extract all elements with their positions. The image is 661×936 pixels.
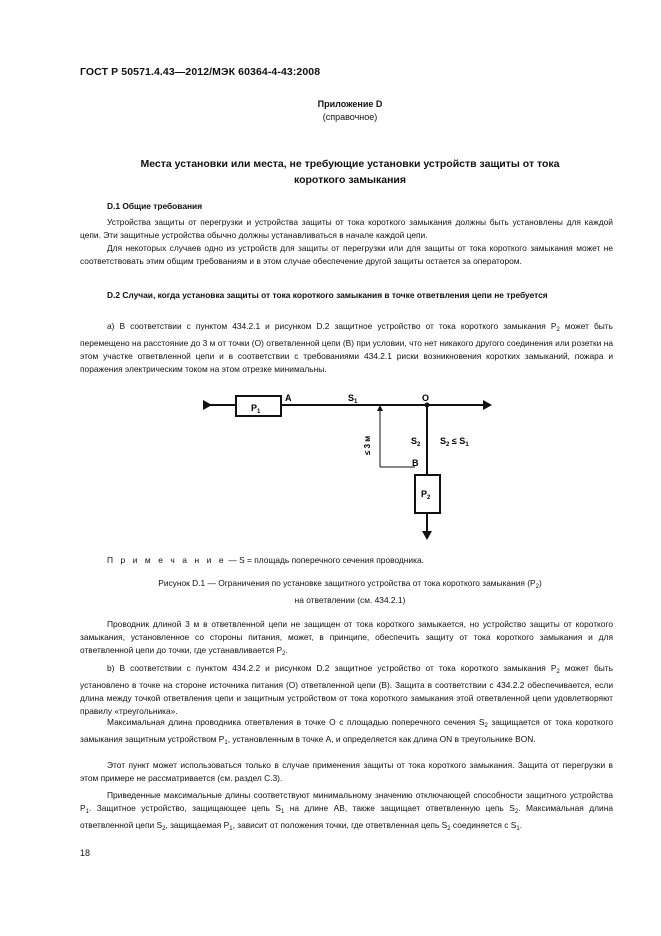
d1-paragraph-2: Для некоторых случаев одно из устройств для защиты от перегрузки или для защиты от тока короткого замыкания может не соответствовать этим общим требованиям и в этом случае обеспечение другой защиты остается за оператором. — [80, 243, 613, 266]
body-paragraph-1: Проводник длиной 3 м в ответвленной цепи не защищен от тока короткого замыкается, но устройство защиты от короткого замыкания, установленное со стороны питания, может, в принципе, обеспечить защиту от тока короткого замыкания и для ответвленной цепи до точки, где устанавливается $P_2$. — [80, 619, 613, 657]
annex-subtitle: (справочное) — [322, 112, 378, 122]
d2-heading: D.2 Случаи, когда установка защиты от тока короткого замыкания в точке ответвления цепи не требуется — [107, 290, 548, 300]
point-a-label: A — [285, 393, 292, 403]
figure-caption-line2: на ответвлении (см. 434.2.1) — [294, 595, 406, 605]
body-paragraph-4: Этот пункт может использоваться только в случае применения защиты от тока короткого замыкания. Защита от перегрузки в этом примере не рассматривается (см. раздел С.3). — [80, 760, 613, 783]
d1-paragraph-1: Устройства защиты от перегрузки и устройства защиты от тока короткого замыкания должны быть установлены для каждой цепи. Эти защитные устройства обычно должны устанавливаться в начале каждой цепи. — [80, 217, 613, 240]
point-o-label: O — [422, 393, 430, 403]
output-arrow-icon — [483, 400, 492, 410]
section-title-line2: короткого замыкания — [293, 174, 406, 186]
annex-title: Приложение D — [317, 99, 383, 109]
s2-label: $S_2$ — [411, 436, 421, 448]
standard-header: ГОСТ Р 50571.4.43—2012/МЭК 60364-4-43:2008 — [80, 66, 321, 78]
branch-arrow-icon — [422, 531, 432, 540]
condition-label: $S_2 \le S_1$ — [440, 436, 469, 448]
page-number: 18 — [80, 848, 91, 858]
device-p2-box — [415, 475, 440, 513]
point-b-label: B — [412, 458, 419, 468]
figure-note: П р и м е ч а н и е — S = площадь поперечного сечения проводника. — [107, 555, 424, 565]
d2-paragraph-a: а) В соответствии с пунктом 434.2.1 и рисунком D.2 защитное устройство от тока короткого замыкания $P_2$ может быть перемещено на расстояние до 3 м от точки (О) ответвленной цепи (В) при условии, что нет никакого другого соединения или розетки на этом участке ответвленной цепи и в соответствии с требованиями 434.2.1 риски возникновения коротких замыканий, пожара и поражения электрическим током на этом отрезке минимальны. — [80, 321, 614, 374]
p1-label: $P_1$ — [251, 403, 261, 415]
section-title-line1: Места установки или места, не требующие установки устройств защиты от тока — [140, 158, 560, 170]
body-paragraph-3: Максимальная длина проводника ответвления в точке О с площадью поперечного сечения $S_2$ защищается от тока короткого замыкания защитным устройством $P_1$, установленным в точке А, и определяется как длина ON в треугольнике BON. — [80, 717, 613, 746]
body-paragraph-5: Приведенные максимальные длины соответствуют минимальному значению отключающей способности защитного устройства $P_1$. Защитное устройство, защищающее цепь $S_1$ на длине АВ, также защищает ответвленную цепь $S_2$. Максимальная длина ответвленной цепи $S_2$, защищаемая $P_1$, зависит от положения точки, где ответвленная цепь $S_2$ соединяется с $S_1$. — [80, 790, 613, 832]
junction-dot — [425, 403, 430, 408]
distance-label: ≤ 3 м — [363, 435, 372, 455]
body-paragraph-2: b) В соответствии с пунктом 434.2.2 и рисунком D.2 защитное устройство от тока короткого замыкания $P_2$ может быть установлено в точке на стороне источника питания (О) ответвленной цепи (В). Защита в соответствии с 434.2.2 обеспечивается, если длина между точкой ответвления цепи и защитным устройством от тока короткого замыкания этой ответвленной цепи удовлетворяют правилу «треугольника». — [80, 663, 614, 716]
s1-label: $S_1$ — [348, 393, 358, 405]
p2-label: $P_2$ — [421, 489, 431, 501]
input-arrow-icon — [203, 400, 212, 410]
figure-caption — [100, 577, 600, 607]
d1-heading: D.1 Общие требования — [107, 201, 203, 211]
figure-caption-line1: Рисунок D.1 — Ограничения по установке защитного устройства от тока короткого замыкания $(P_2)$ — [158, 578, 542, 590]
